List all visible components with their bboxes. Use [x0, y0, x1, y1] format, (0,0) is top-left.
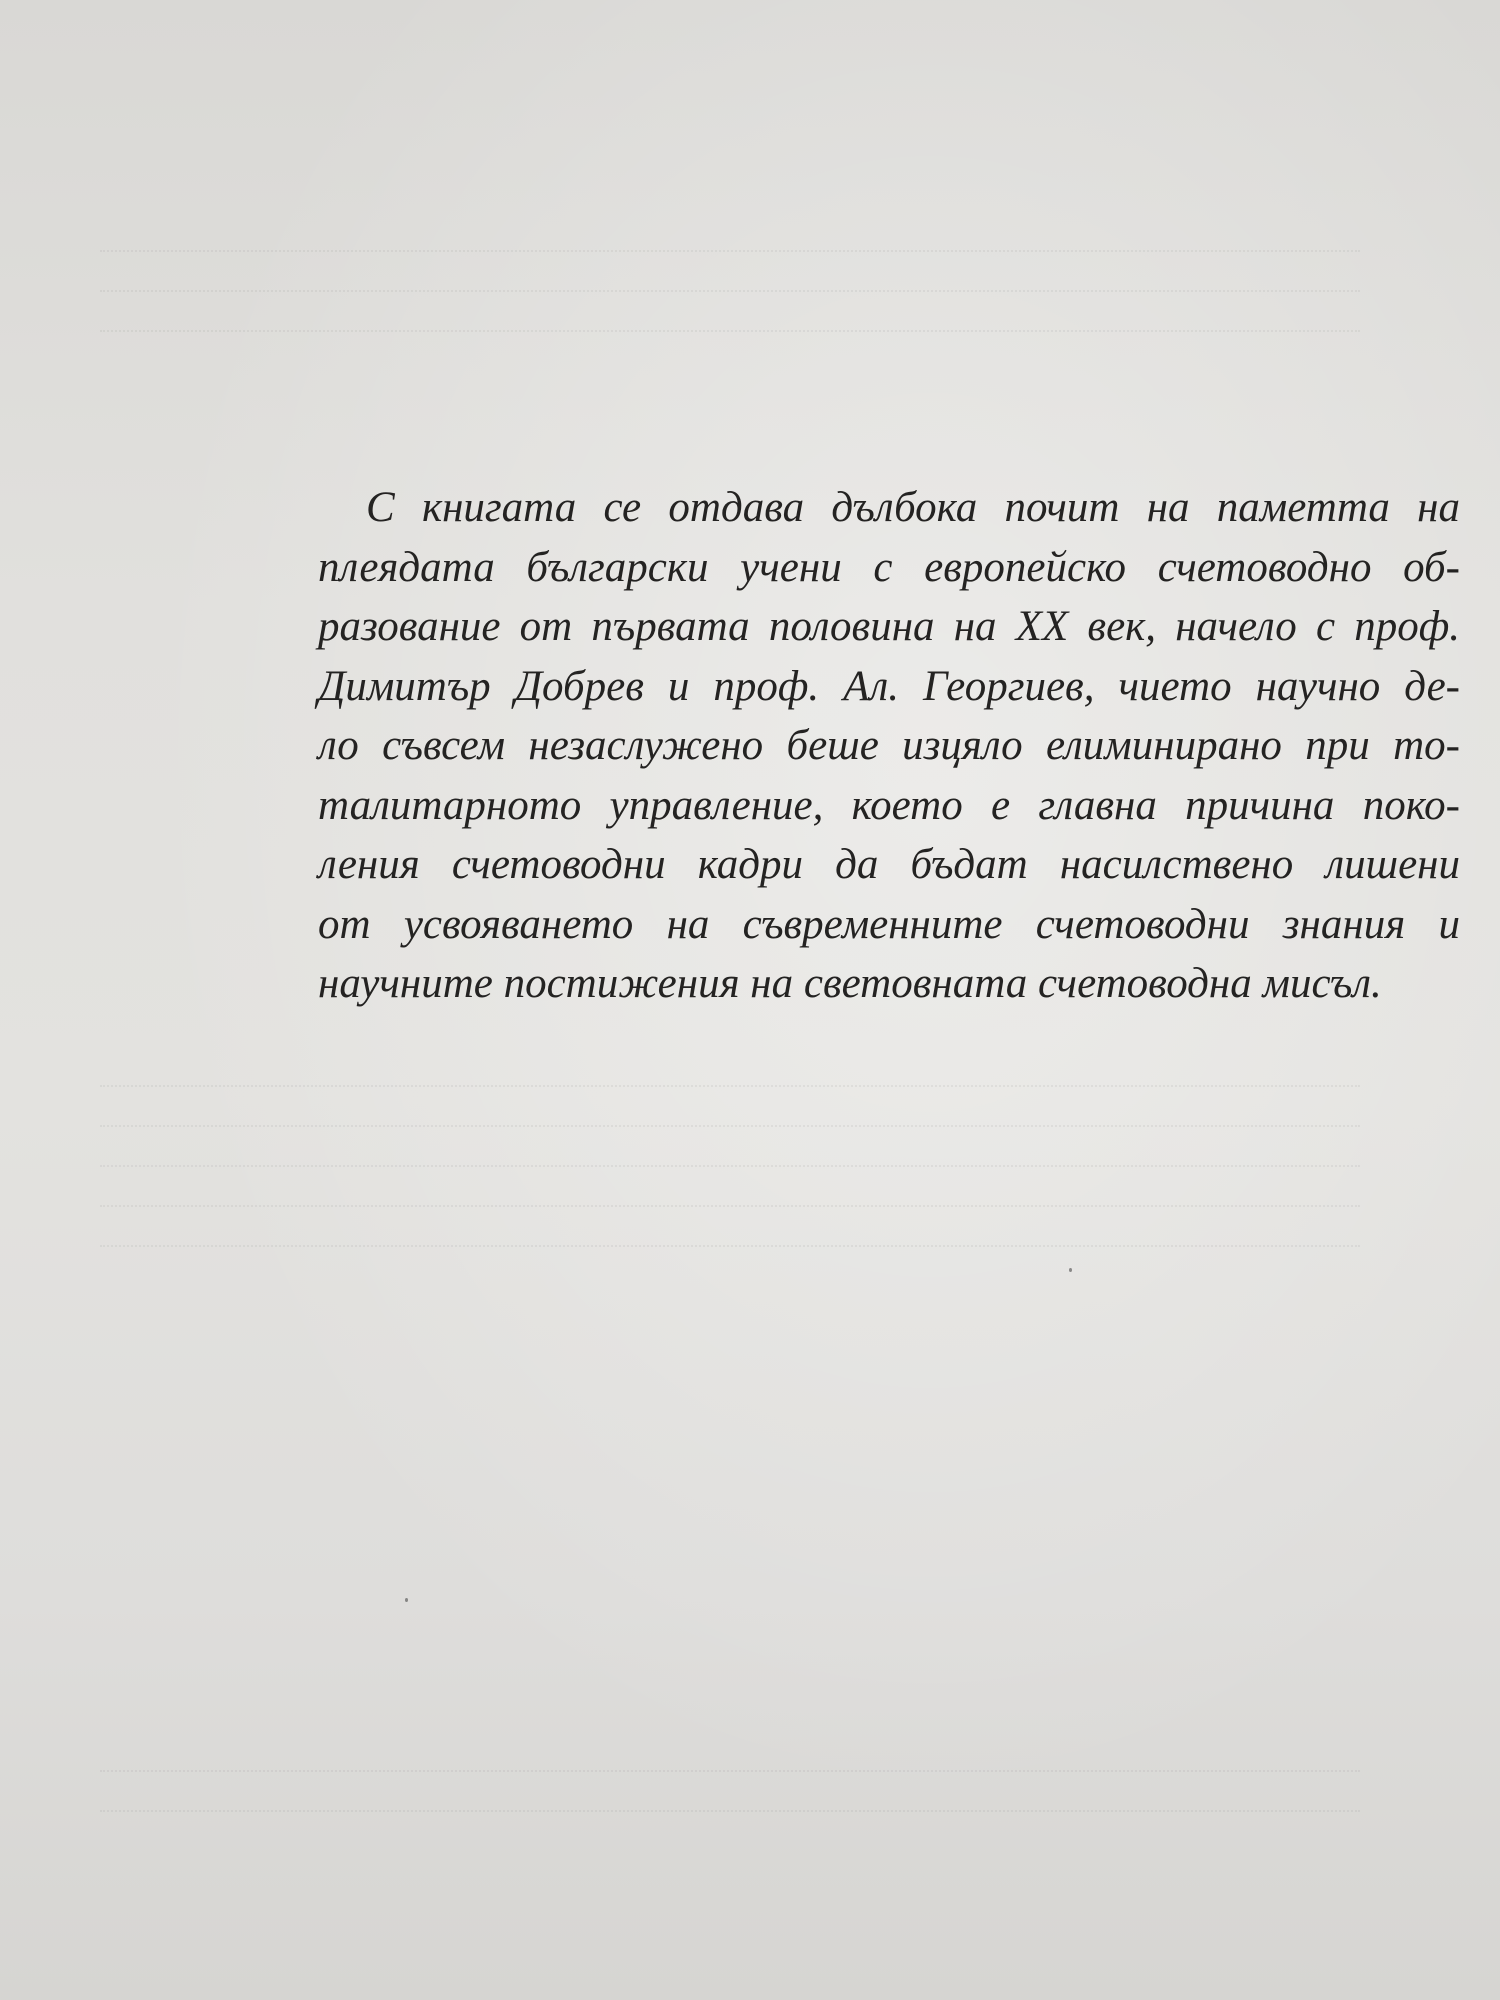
- show-through-line: [100, 330, 1360, 332]
- paper-speck: [1069, 1268, 1072, 1272]
- paragraph-line: плеядата български учени с европейско счетоводно об-: [318, 543, 1460, 591]
- show-through-line: [100, 1085, 1360, 1087]
- paragraph-line: Димитър Добрев и проф. Ал. Георгиев, чието научно де-: [318, 662, 1460, 710]
- paragraph-line: от усвояването на съвременните счетоводни знания и: [318, 900, 1460, 948]
- paragraph-line: талитарното управление, което е главна причина поко-: [318, 781, 1460, 829]
- show-through-line: [100, 1810, 1360, 1812]
- show-through-line: [100, 290, 1360, 292]
- paragraph-line: ло съвсем незаслужено беше изцяло елиминирано при то-: [318, 722, 1460, 769]
- paragraph-line: С книгата се отдава дълбока почит на паметта на: [366, 484, 1460, 531]
- show-through-line: [100, 1125, 1360, 1127]
- paragraph-line: разование от първата половина на XX век, начело с проф.: [318, 603, 1460, 650]
- paragraph-line: ления счетоводни кадри да бъдат насилствено лишени: [318, 841, 1460, 888]
- show-through-line: [100, 1245, 1360, 1247]
- dedication-paragraph: [318, 478, 1460, 1014]
- show-through-line: [100, 1770, 1360, 1772]
- show-through-line: [100, 1205, 1360, 1207]
- show-through-line: [100, 1165, 1360, 1167]
- paper-speck: [405, 1598, 408, 1602]
- paragraph-line: научните постижения на световната счетоводна мисъл.: [318, 960, 1382, 1007]
- show-through-line: [100, 250, 1360, 252]
